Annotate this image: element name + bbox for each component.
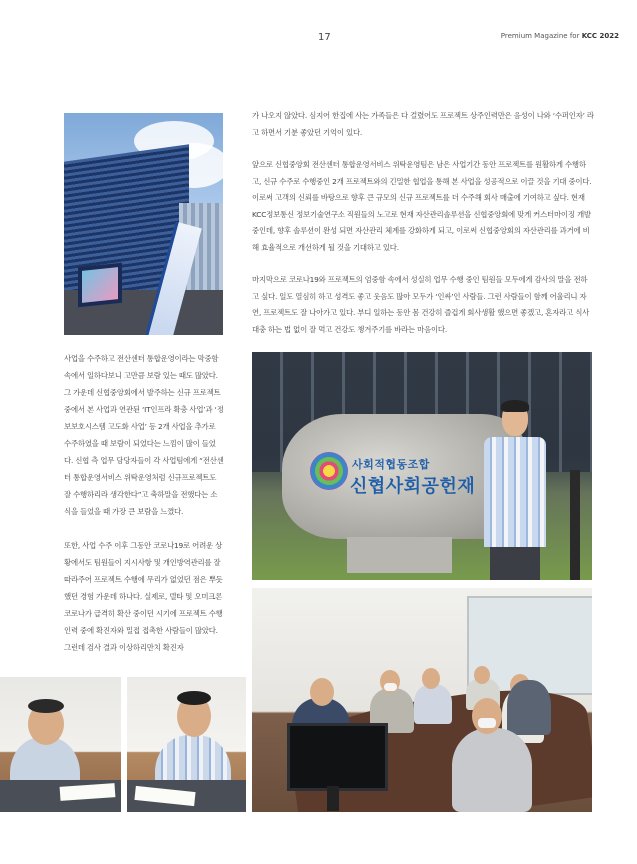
paragraph-3: 마지막으로 코로나19와 프로젝트의 엄중함 속에서 성실히 업무 수행 중인 팀원들 모두에게 감사의 말을 전하고 싶다. 일도 열심히 하고 성격도 좋고 웃음도 많아 모두가 ‘인싸’인 사람들. 그런 사람들이 함께 어울리니 자연, 프로젝트도 잘 나아가고 있다. 부디 일하는 동안 몸 건강히 즐겁게 회사생활 했으면 좋겠고, 혼자라고 식사 대충 하는 법 없이 잘 먹고 건강도 챙겨주기를 바라는 마음이다. xyxy=(252,275,590,334)
paragraph-5: 또한, 사업 수주 이후 그동안 코로나19로 어려운 상황에서도 팀원들이 지시사항 및 개인방역관리를 잘 따라주어 프로젝트 수행에 무리가 없었던 점은 뿌듯했던 경험 가운데 하나다. 실제로, 델타 및 오미크론 코로나가 급격히 확산 중이던 시기에 프로젝트 수행인력 중에 확진자와 밀접 접촉한 사람들이 많았다. 그런데 검사 결과 이상하리만치 확진자 xyxy=(64,541,223,652)
page-number: 17 xyxy=(318,32,331,43)
interview-photo-right xyxy=(127,677,246,812)
right-column-text xyxy=(252,108,594,338)
sign-text-line2: 신협사회공헌재 xyxy=(350,476,476,497)
building-photo xyxy=(64,113,223,335)
monitor-icon xyxy=(287,723,388,791)
paragraph-2: 앞으로 신협중앙회 전산센터 통합운영서비스 위탁운영팀은 남은 사업기간 동안 프로젝트를 원활하게 수행하고, 신규 수주로 수행중인 2개 프로젝트와의 긴밀한 협업을 통해 본 사업을 성공적으로 이끌 것을 기대 중이다. 이로써 고객의 신뢰를 바탕으로 향후 큰 규모의 신규 프로젝트를 더 수주해 회사 매출에 기여하고 싶다. 현재 KCC정보통신 정보기술연구소 직원들의 노고로 현재 자산관리솔루션을 신협중앙회에 맞게 커스터마이징 개발 중인데, 향후 솔루션이 완성 되면 자산관리 체계를 강화하게 되고, 이로써 신협중앙회의 자산관리를 과거에 비해 효율적으로 개선하게 될 것을 기대하고 있다. xyxy=(252,160,592,252)
left-column-text xyxy=(64,350,224,656)
sign-text-line1: 사회적협동조합 xyxy=(352,458,430,471)
stone-sign-photo xyxy=(252,352,592,580)
flower-logo-icon xyxy=(310,452,348,490)
interview-photo-left xyxy=(0,677,121,812)
paragraph-1: 가 나오지 않았다. 심지어 한집에 사는 가족들은 다 걸렸어도 프로젝트 상주인력만은 음성이 나와 ‘수퍼인자’ 라고 하면서 기분 좋았던 기억이 있다. xyxy=(252,111,594,137)
paragraph-4: 사업을 수주하고 전산센터 통합운영이라는 막중함 속에서 일하다보니 고만큼 보람 있는 때도 많았다. 그 가운데 신협중앙회에서 발주하는 신규 프로젝트 중에서 본 사업과 연관된 ‘IT인프라 확충 사업’과 ‘정보보호시스템 고도화 사업’ 등 2개 사업을 추가로 수주하였을 때 보람이 되었다는 느낌이 많이 들었다. 신협 측 업무 담당자들이 각 사업팀에게 “전산센터 통합운영서비스 위탁운영처럼 신규프로젝트도 잘 수행하리라 생각한다”고 축하말을 전했다는 소식을 들었을 때 가장 큰 보람을 느꼈다. xyxy=(64,354,224,516)
brand-text: Premium Magazine for xyxy=(500,32,580,40)
brand-bold: KCC 2022 xyxy=(581,32,619,40)
magazine-brand xyxy=(501,32,619,40)
meeting-photo xyxy=(252,588,592,812)
